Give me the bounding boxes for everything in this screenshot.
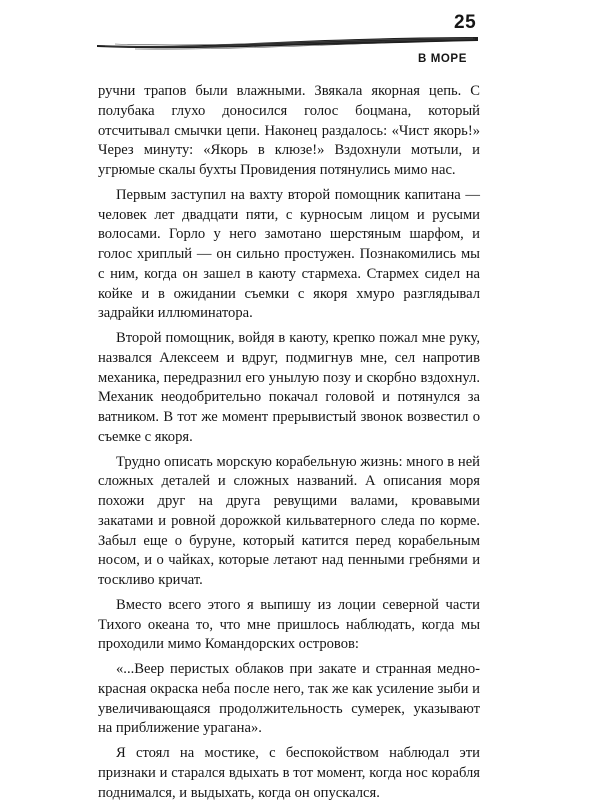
body-text [98, 82, 480, 808]
paragraph: ручни трапов были влажными. Звякала якорная цепь. С полубака глухо доносился голос боцмана, который отсчитывал смычки цепи. Наконец раздалось: «Чист якорь!» Через минуту: «Якорь в клюзе!» Вздохнули мотыли, и угрюмые скалы бухты Провидения потянулись мимо нас. [98, 83, 480, 178]
paragraph: Вместо всего этого я выпишу из лоции северной части Тихого океана то, что мне пришлось наблюдать, когда мы проходили мимо Командорских островов: [98, 596, 480, 653]
decorative-brush-rule [95, 34, 480, 52]
page-number: 25 [454, 12, 477, 33]
paragraph: Первым заступил на вахту второй помощник капитана — человек лет двадцати пяти, с курносым лицом и русыми волосами. Горло у него замотано шерстяным шарфом, и голос хриплый — он сильно простужен. Познакомились мы с ним, когда он зашел в каюту стармеха. Стармех сидел на койке и в ожидании съемки с якоря хмуро разглядывал задрайки иллюминатора. [98, 186, 480, 322]
paragraph: Трудно описать морскую корабельную жизнь: много в ней сложных деталей и сложных названий. А описания моря похожи друг на друга ревущими валами, кровавыми закатами и ровной дорожкой кильватерного следа по корме. Забыл еще о буруне, который катится перед корабельным носом, и о чайках, которые летают над пенными гребнями и тоскливо кричат. [98, 453, 480, 588]
paragraph: Второй помощник, войдя в каюту, крепко пожал мне руку, назвался Алексеем и вдруг, подмигнув мне, сел напротив механика, передразнил его унылую позу и скорбно вздохнул. Механик неодобрительно покачал головой и потянулся за ватником. В тот же момент прерывистый звонок возвестил о съемке с якоря. [98, 330, 480, 445]
running-head: В МОРЕ [418, 53, 467, 65]
paragraph-quote: «...Веер перистых облаков при закате и странная медно-красная окраска неба после него, так же как усиление зыби и увеличивающаяся продолжительность сумерек, указывают на приближение урагана». [98, 661, 480, 737]
paragraph: Я стоял на мостике, с беспокойством наблюдал эти признаки и старался вдыхать в тот момент, когда нос корабля поднимался, и выдыхать, когда он опускался. [98, 745, 480, 801]
